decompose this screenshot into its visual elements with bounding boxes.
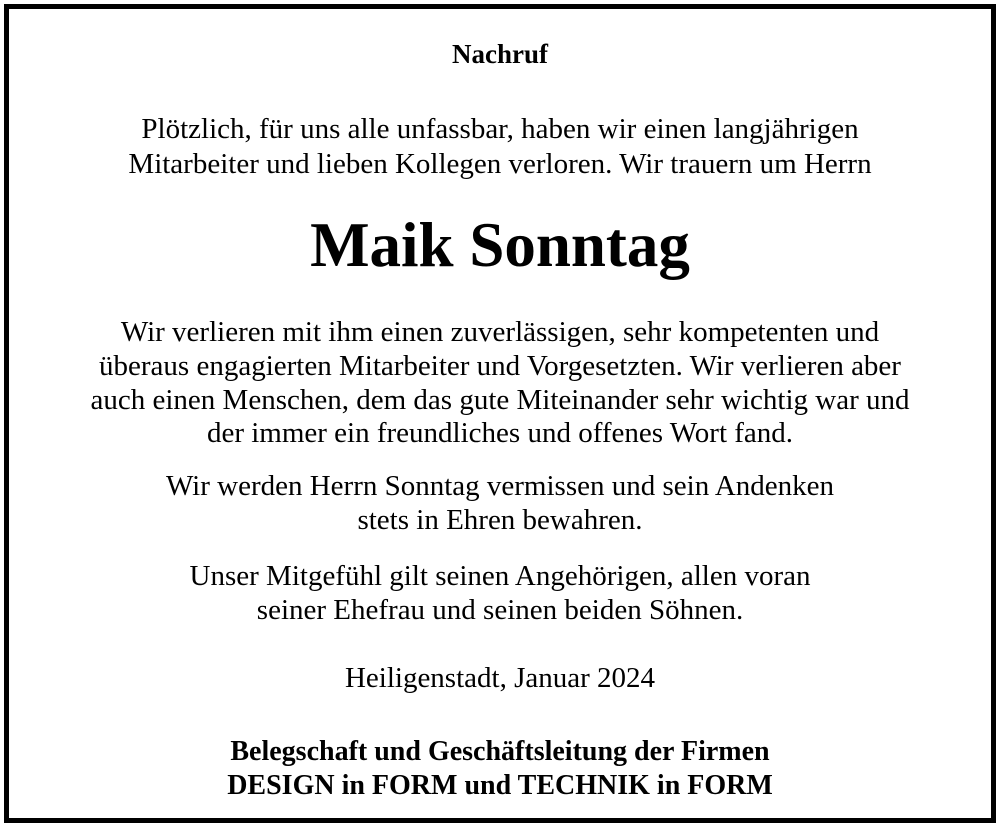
deceased-name: Maik Sonntag	[310, 210, 690, 280]
remembrance-line: Wir werden Herrn Sonntag vermissen und sein Andenken	[165, 470, 835, 502]
notice-heading: Nachruf	[452, 39, 548, 69]
tribute-line: der immer ein freundliches und offenes Wort fand.	[206, 417, 794, 449]
condolence-line: Unser Mitgefühl gilt seinen Angehörigen, allen voran	[189, 560, 811, 592]
signature-line: DESIGN in FORM und TECHNIK in FORM	[227, 770, 773, 801]
obituary-notice-frame	[4, 4, 996, 823]
tribute-line: überaus engagierten Mitarbeiter und Vorgesetzten. Wir verlieren aber	[99, 350, 901, 382]
place-date: Heiligenstadt, Januar 2024	[344, 662, 656, 694]
condolence-line: seiner Ehefrau und seinen beiden Söhnen.	[256, 594, 744, 626]
intro-line: Mitarbeiter und lieben Kollegen verloren. Wir trauern um Herrn	[128, 148, 872, 180]
intro-line: Plötzlich, für uns alle unfassbar, haben wir einen langjährigen	[141, 113, 859, 145]
tribute-line: auch einen Menschen, dem das gute Miteinander sehr wichtig war und	[90, 384, 910, 416]
signature-line: Belegschaft und Geschäftsleitung der Firmen	[230, 736, 770, 767]
remembrance-line: stets in Ehren bewahren.	[357, 504, 643, 536]
tribute-line: Wir verlieren mit ihm einen zuverlässigen, sehr kompetenten und	[120, 316, 880, 348]
obituary-notice	[9, 9, 991, 818]
